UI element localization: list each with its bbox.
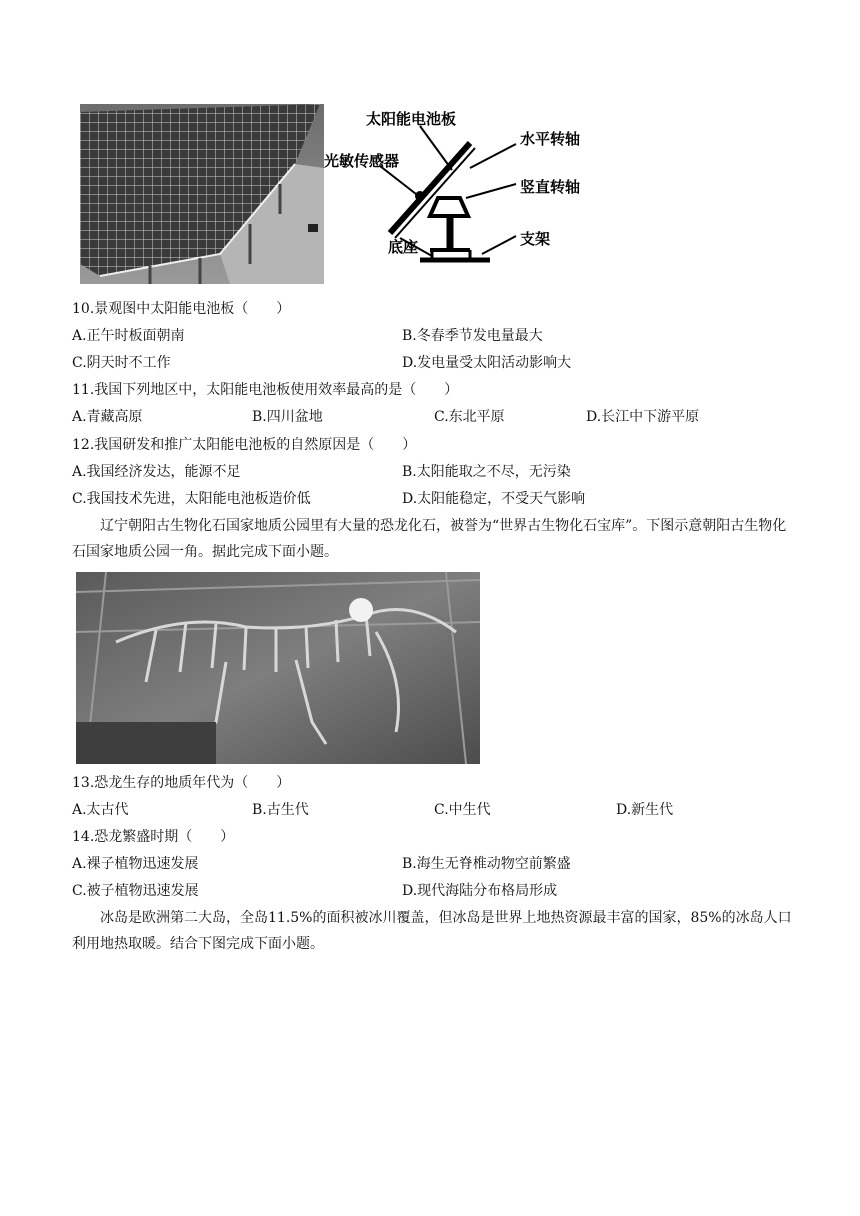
passage-iceland: 冰岛是欧洲第二大岛，全岛11.5%的面积被冰川覆盖，但冰岛是世界上地热资源最丰富的国家，85%的冰岛人口利用地热取暖。结合下图完成下面小题。 <box>72 910 792 952</box>
label-bracket: 支架 <box>520 230 551 248</box>
q14-option-b[interactable]: B.海生无脊椎动物空前繁盛 <box>402 856 571 872</box>
q13-option-d[interactable]: D.新生代 <box>616 802 674 818</box>
label-base: 底座 <box>388 238 419 256</box>
q14-stem: 14.恐龙繁盛时期（ ） <box>72 829 235 845</box>
q10-option-d[interactable]: D.发电量受太阳活动影响大 <box>402 355 572 371</box>
q12-option-d[interactable]: D.太阳能稳定，不受天气影响 <box>402 491 586 507</box>
q11-option-b[interactable]: B.四川盆地 <box>252 409 323 425</box>
dinosaur-fossil-photo <box>76 572 480 764</box>
q11-option-c[interactable]: C.东北平原 <box>434 409 505 425</box>
q11-option-d[interactable]: D.长江中下游平原 <box>586 409 700 425</box>
q10-option-b[interactable]: B.冬春季节发电量最大 <box>402 328 543 344</box>
label-solar-panel: 太阳能电池板 <box>366 110 457 128</box>
q13-option-a[interactable]: A.太古代 <box>72 802 129 818</box>
label-horizontal-axis: 水平转轴 <box>520 130 581 148</box>
q14-option-d[interactable]: D.现代海陆分布格局形成 <box>402 883 558 899</box>
q10-option-a[interactable]: A.正午时板面朝南 <box>72 328 185 344</box>
q14-option-a[interactable]: A.裸子植物迅速发展 <box>72 856 199 872</box>
solar-panel-photo <box>80 104 324 284</box>
q12-option-c[interactable]: C.我国技术先进，太阳能电池板造价低 <box>72 491 311 507</box>
q11-option-a[interactable]: A.青藏高原 <box>72 409 143 425</box>
passage-fossil-park: 辽宁朝阳古生物化石国家地质公园里有大量的恐龙化石，被誉为“世界古生物化石宝库”。下图示意朝阳古生物化石国家地质公园一角。据此完成下面小题。 <box>72 518 787 560</box>
q14-option-c[interactable]: C.被子植物迅速发展 <box>72 883 199 899</box>
q12-stem: 12.我国研发和推广太阳能电池板的自然原因是（ ） <box>72 437 417 453</box>
q13-option-c[interactable]: C.中生代 <box>434 802 491 818</box>
q10-stem: 10.景观图中太阳能电池板（ ） <box>72 301 291 317</box>
q12-option-a[interactable]: A.我国经济发达，能源不足 <box>72 464 241 480</box>
q12-option-b[interactable]: B.太阳能取之不尽，无污染 <box>402 464 571 480</box>
q11-stem: 11.我国下列地区中，太阳能电池板使用效率最高的是（ ） <box>72 382 459 398</box>
q10-option-c[interactable]: C.阴天时不工作 <box>72 355 171 371</box>
label-vertical-axis: 竖直转轴 <box>520 178 581 196</box>
q13-option-b[interactable]: B.古生代 <box>252 802 309 818</box>
label-photosensor: 光敏传感器 <box>324 152 400 170</box>
q13-stem: 13.恐龙生存的地质年代为（ ） <box>72 775 291 791</box>
